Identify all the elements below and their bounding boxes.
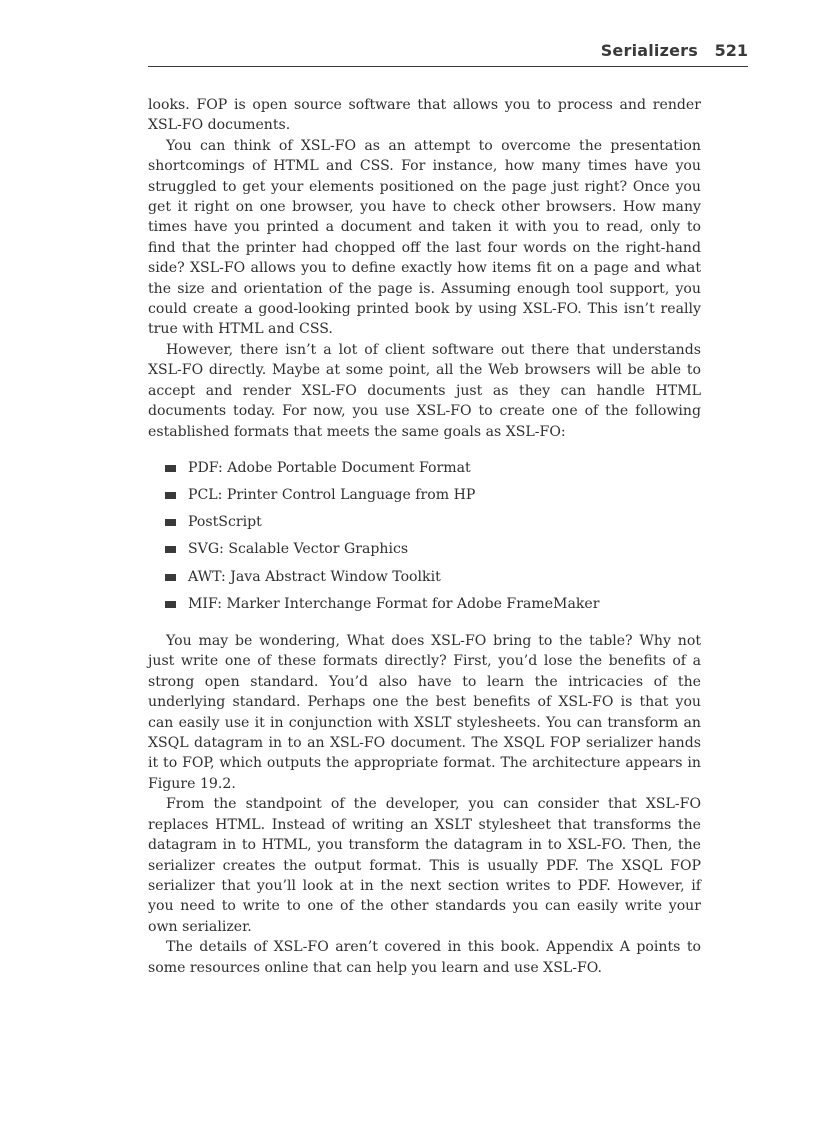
list-item-text: SVG: Scalable Vector Graphics	[188, 541, 409, 558]
list-item	[148, 536, 701, 563]
paragraph: From the standpoint of the developer, you can consider that XSL-FO replaces HTML. Instead of writing an XSLT stylesheet that transforms the datagram in to HTML, you transform the datagram in to XSL-FO. Then, the serializer creates the output format. This is usually PDF. The XSQL FOP serializer that you’ll look at in the next section writes to PDF. However, if you need to write to one of the other standards you can easily write your own serializer.	[148, 796, 701, 935]
list-item-text: PCL: Printer Control Language from HP	[188, 487, 476, 504]
bullet-square-icon	[165, 601, 176, 608]
list-item	[148, 564, 701, 591]
paragraph: The details of XSL-FO aren’t covered in this book. Appendix A points to some resources online that can help you learn and use XSL-FO.	[148, 939, 701, 976]
paragraph: You can think of XSL-FO as an attempt to overcome the presentation shortcomings of HTML and CSS. For instance, how many times have you struggled to get your elements positioned on the page just right? Once you get it right on one browser, you have to check other browsers. How many times have you printed a document and taken it with you to read, only to find that the printer had chopped off the last four words on the right-hand side? XSL-FO allows you to define exactly how items fit on a page and what the size and orientation of the page is. Assuming enough tool support, you could create a good-looking printed book by using XSL-FO. This isn’t really true with HTML and CSS.	[148, 137, 701, 338]
page-header	[148, 38, 748, 67]
paragraph: You may be wondering, What does XSL-FO bring to the table? Why not just write one of these formats directly? First, you’d lose the benefits of a strong open standard. You’d also have to learn the intricacies of the underlying standard. Perhaps one the best benefits of XSL-FO is that you can easily use it in conjunction with XSLT stylesheets. You can transform an XSQL datagram in to an XSL-FO document. The XSQL FOP serializer hands it to FOP, which outputs the appropriate format. The architecture appears in Figure 19.2.	[148, 633, 701, 792]
paragraph: looks. FOP is open source software that allows you to process and render XSL-FO documents.	[148, 97, 701, 134]
bullet-square-icon	[165, 519, 176, 526]
body-text	[148, 95, 701, 978]
list-item	[148, 509, 701, 536]
bullet-square-icon	[165, 465, 176, 472]
bullet-square-icon	[165, 492, 176, 499]
list-item-text: PostScript	[188, 514, 262, 531]
bullet-square-icon	[165, 546, 176, 553]
format-list	[148, 455, 701, 618]
list-item-text: PDF: Adobe Portable Document Format	[188, 459, 471, 476]
list-item-text: MIF: Marker Interchange Format for Adobe FrameMaker	[188, 595, 600, 612]
list-item	[148, 455, 701, 482]
list-item-text: AWT: Java Abstract Window Toolkit	[188, 568, 441, 585]
bullet-square-icon	[165, 574, 176, 581]
running-head: Serializers	[600, 41, 698, 60]
list-item	[148, 591, 701, 618]
paragraph: However, there isn’t a lot of client software out there that understands XSL-FO directly. Maybe at some point, all the Web browsers will be able to accept and render XSL-FO documents just as they can handle HTML documents today. For now, you use XSL-FO to create one of the following established formats that meets the same goals as XSL-FO:	[148, 341, 701, 440]
list-item	[148, 482, 701, 509]
page-number: 521	[714, 41, 748, 60]
